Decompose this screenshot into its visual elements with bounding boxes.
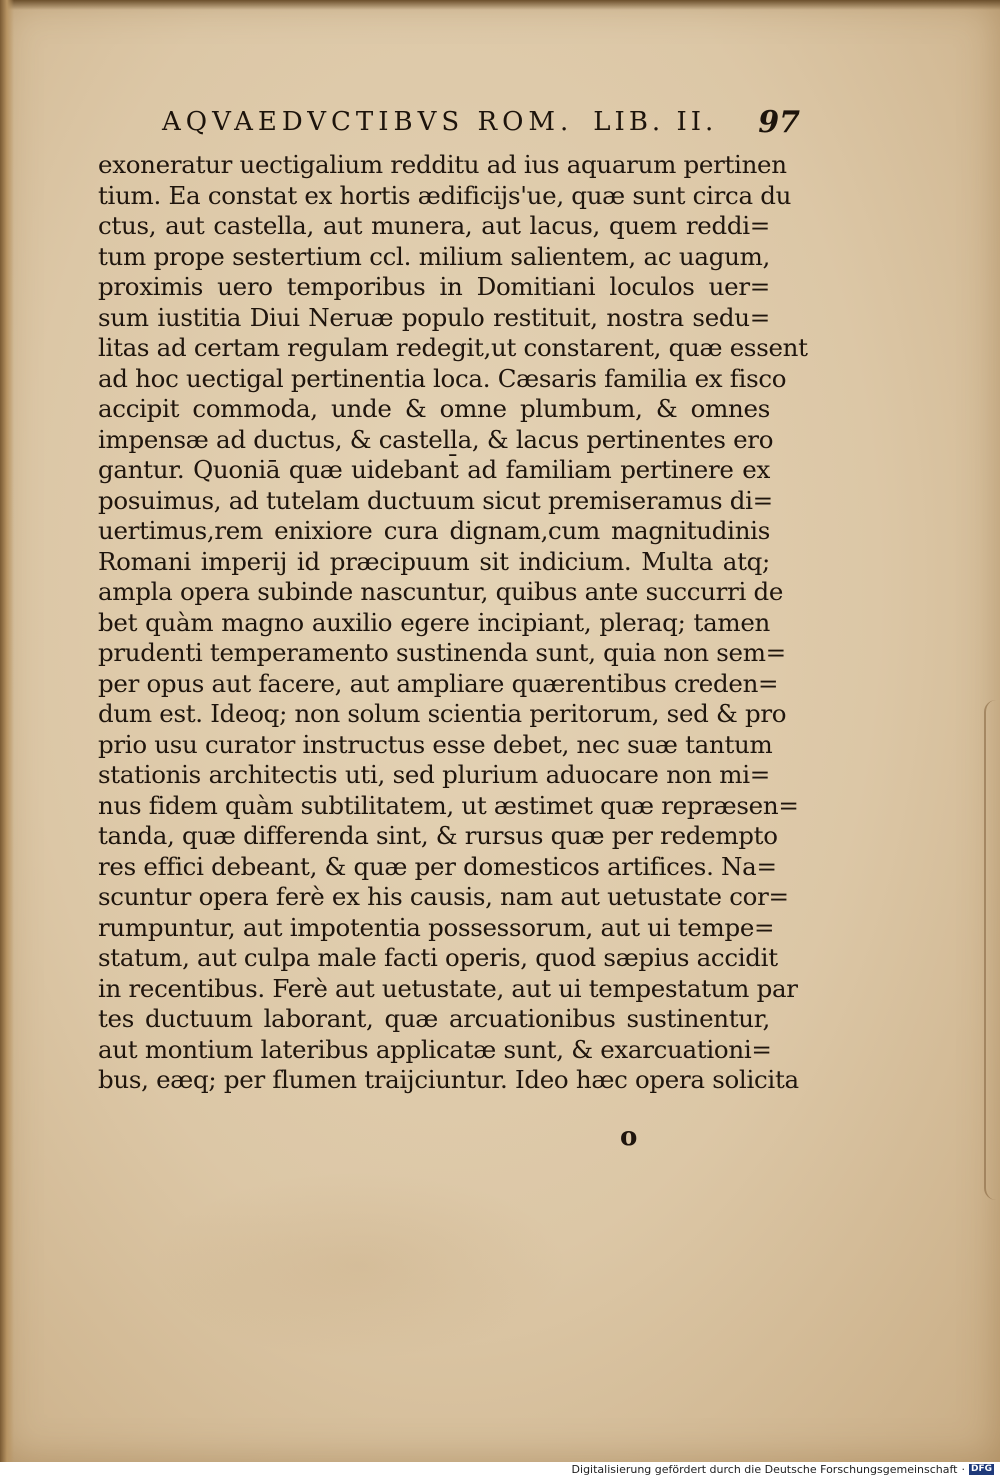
text-line: Romani imperij id præcipuum sit indicium. Multa atq; <box>98 546 770 576</box>
text-line: impensæ ad ductus, & castella, & lacus pertinentes ero <box>98 424 774 454</box>
text-line: ampla opera subinde nascuntur, quibus ante succurri de <box>98 577 784 606</box>
text-line: prudenti temperamento sustinenda sunt, quia non sem= <box>98 638 786 667</box>
digitization-footer <box>0 1462 1000 1477</box>
signature-mark: o <box>620 1122 638 1152</box>
page-fold-edge <box>984 700 1000 1200</box>
page-number: 97 <box>758 104 800 140</box>
text-line: uertimus,rem enixiore cura dignam,cum magnitudinis <box>98 516 770 545</box>
text-line: dum est. Ideoq; non solum scientia peritorum, sed & pro <box>98 699 787 728</box>
text-line: exoneratur uectigalium redditu ad ius aquarum pertinen <box>98 150 787 179</box>
text-line: proximis uero temporibus in Domitiani loculos uer= <box>98 272 770 301</box>
paper-stain <box>150 1170 570 1360</box>
text-line: tanda, quæ differenda sint, & rursus quæ per redempto <box>98 821 778 850</box>
text-line: tum prope sestertium ccl. milium salientem, ac uagum, <box>98 241 770 271</box>
text-line: statum, aut culpa male facti operis, quod sæpius accidit <box>98 943 778 972</box>
text-line: nus fidem quàm subtilitatem, ut æstimet quæ repræsen= <box>98 790 799 820</box>
running-head-title: AQVAEDVCTIBVS ROM. <box>162 107 574 137</box>
text-line: prio usu curator instructus esse debet, nec suæ tantum <box>98 729 773 759</box>
text-line: tium. Ea constat ex hortis ædificijs'ue, quæ sunt circa du <box>98 180 792 210</box>
text-line: ad hoc uectigal pertinentia loca. Cæsaris familia ex fisco <box>98 363 787 393</box>
text-line: scuntur opera ferè ex his causis, nam aut uetustate cor= <box>98 882 789 911</box>
text-line: accipit commoda, unde & omne plumbum, & omnes <box>98 394 770 423</box>
text-line: in recentibus. Ferè aut uetustate, aut ui tempestatum par <box>98 973 798 1003</box>
text-line: bus, eæq; per flumen traijciuntur. Ideo hæc opera solicita <box>98 1065 799 1094</box>
body-text <box>98 150 808 1096</box>
text-line: aut montium lateribus applicatæ sunt, & exarcuationi= <box>98 1034 772 1064</box>
text-line: bet quàm magno auxilio egere incipiant, pleraq; tamen <box>98 607 770 637</box>
text-line: litas ad certam regulam redegit,ut constarent, quæ essent <box>98 333 808 362</box>
page-left-edge <box>0 0 14 1462</box>
text-line: tes ductuum laborant, quæ arcuationibus sustinentur, <box>98 1004 770 1033</box>
dfg-logo: DFG <box>970 1464 992 1474</box>
text-line: stationis architectis uti, sed plurium aduocare non mi= <box>98 760 770 789</box>
text-line: sum iustitia Diui Neruæ populo restituit, nostra sedu= <box>98 302 770 332</box>
text-line: res effici debeant, & quæ per domesticos artifices. Na= <box>98 851 777 881</box>
text-line: ctus, aut castella, aut munera, aut lacus, quem reddi= <box>98 211 770 240</box>
text-line: rumpuntur, aut impotentia possessorum, aut ui tempe= <box>98 912 775 942</box>
text-line: gantur. Quoniā quæ uidebant̄ ad familiam pertinere ex <box>98 455 770 484</box>
running-head <box>100 104 800 140</box>
text-line: per opus aut facere, aut ampliare quærentibus creden= <box>98 668 779 698</box>
footer-credit: Digitalisierung gefördert durch die Deutsche Forschungsgemeinschaft <box>571 1463 958 1476</box>
footer-separator: · <box>961 1463 965 1476</box>
page-top-edge <box>0 0 1000 10</box>
running-head-book: LIB. II. <box>593 107 718 137</box>
text-line: posuimus, ad tutelam ductuum sicut premiseramus di= <box>98 485 773 515</box>
